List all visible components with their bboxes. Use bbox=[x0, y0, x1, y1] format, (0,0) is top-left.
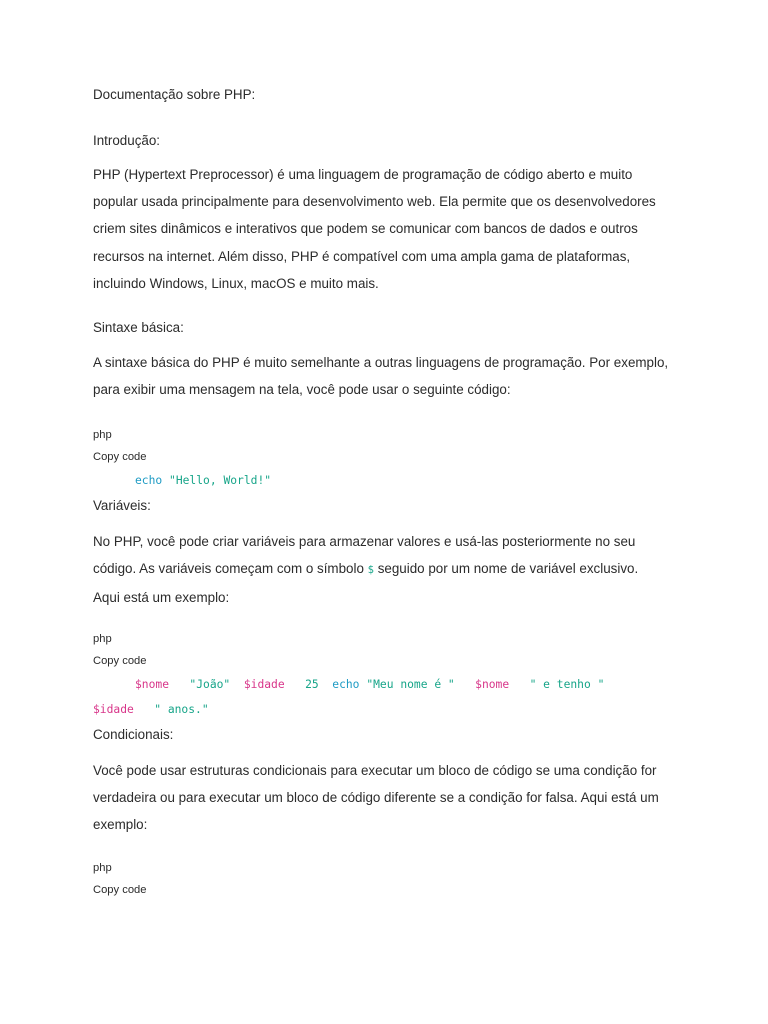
code-token-string: " e tenho " bbox=[529, 678, 605, 691]
code-token-variable: $idade bbox=[93, 703, 134, 716]
code-block-2-line-1 bbox=[135, 677, 604, 693]
code-block-2-line-2 bbox=[93, 702, 209, 718]
code-block-1 bbox=[135, 473, 271, 489]
intro-line: popular usada principalmente para desenvolvimento web. Ela permite que os desenvolvedores bbox=[93, 194, 656, 210]
code-token-string: "Meu nome é " bbox=[366, 678, 455, 691]
intro-heading: Introdução: bbox=[93, 133, 160, 148]
conditionals-paragraph bbox=[93, 757, 683, 839]
conditionals-line: exemplo: bbox=[93, 817, 148, 833]
code-token-string: " anos." bbox=[154, 703, 209, 716]
intro-line: criem sites dinâmicos e interativos que podem se comunicar com bancos de dados e outros bbox=[93, 221, 638, 237]
conditionals-heading: Condicionais: bbox=[93, 727, 174, 742]
syntax-heading: Sintaxe básica: bbox=[93, 320, 184, 335]
variables-line-part: código. As variáveis começam com o símbolo bbox=[93, 561, 364, 577]
code-token-number: 25 bbox=[305, 678, 319, 691]
intro-line: PHP (Hypertext Preprocessor) é uma linguagem de programação de código aberto e muito bbox=[93, 167, 633, 182]
variables-line bbox=[93, 555, 683, 584]
intro-paragraph bbox=[93, 161, 683, 297]
copy-code-button[interactable]: Copy code bbox=[93, 451, 147, 463]
code-lang-label: php bbox=[93, 633, 112, 645]
code-lang-label: php bbox=[93, 862, 112, 874]
code-token-variable: $nome bbox=[475, 678, 510, 691]
copy-code-button[interactable]: Copy code bbox=[93, 655, 147, 667]
variables-line: No PHP, você pode criar variáveis para armazenar valores e usá-las posteriormente no seu bbox=[93, 534, 636, 549]
variables-line: Aqui está um exemplo: bbox=[93, 590, 230, 606]
code-token-variable: $nome bbox=[135, 678, 170, 691]
variables-line-part: seguido por um nome de variável exclusivo. bbox=[377, 561, 639, 577]
variables-paragraph bbox=[93, 528, 683, 612]
syntax-paragraph bbox=[93, 349, 683, 403]
copy-code-button[interactable]: Copy code bbox=[93, 884, 147, 896]
code-lang-label: php bbox=[93, 429, 112, 441]
document-title: Documentação sobre PHP: bbox=[93, 87, 256, 102]
conditionals-line: Você pode usar estruturas condicionais para executar um bloco de código se uma condição for bbox=[93, 763, 657, 778]
syntax-line: para exibir uma mensagem na tela, você pode usar o seguinte código: bbox=[93, 382, 511, 398]
variables-heading: Variáveis: bbox=[93, 498, 151, 513]
intro-line: recursos na internet. Além disso, PHP é compatível com uma ampla gama de plataformas, bbox=[93, 248, 631, 264]
dollar-symbol-code: $ bbox=[367, 564, 374, 577]
code-token-keyword: echo bbox=[332, 678, 360, 691]
conditionals-line: verdadeira ou para executar um bloco de código diferente se a condição for falsa. Aqui está um bbox=[93, 790, 659, 806]
code-token-keyword: echo bbox=[135, 474, 163, 487]
intro-line: incluindo Windows, Linux, macOS e muito mais. bbox=[93, 275, 379, 291]
code-token-variable: $idade bbox=[243, 678, 285, 691]
code-token-string: "Hello, World!" bbox=[169, 474, 272, 487]
syntax-line: A sintaxe básica do PHP é muito semelhante a outras linguagens de programação. Por exemplo, bbox=[93, 355, 669, 370]
code-token-string: "João" bbox=[189, 678, 231, 691]
